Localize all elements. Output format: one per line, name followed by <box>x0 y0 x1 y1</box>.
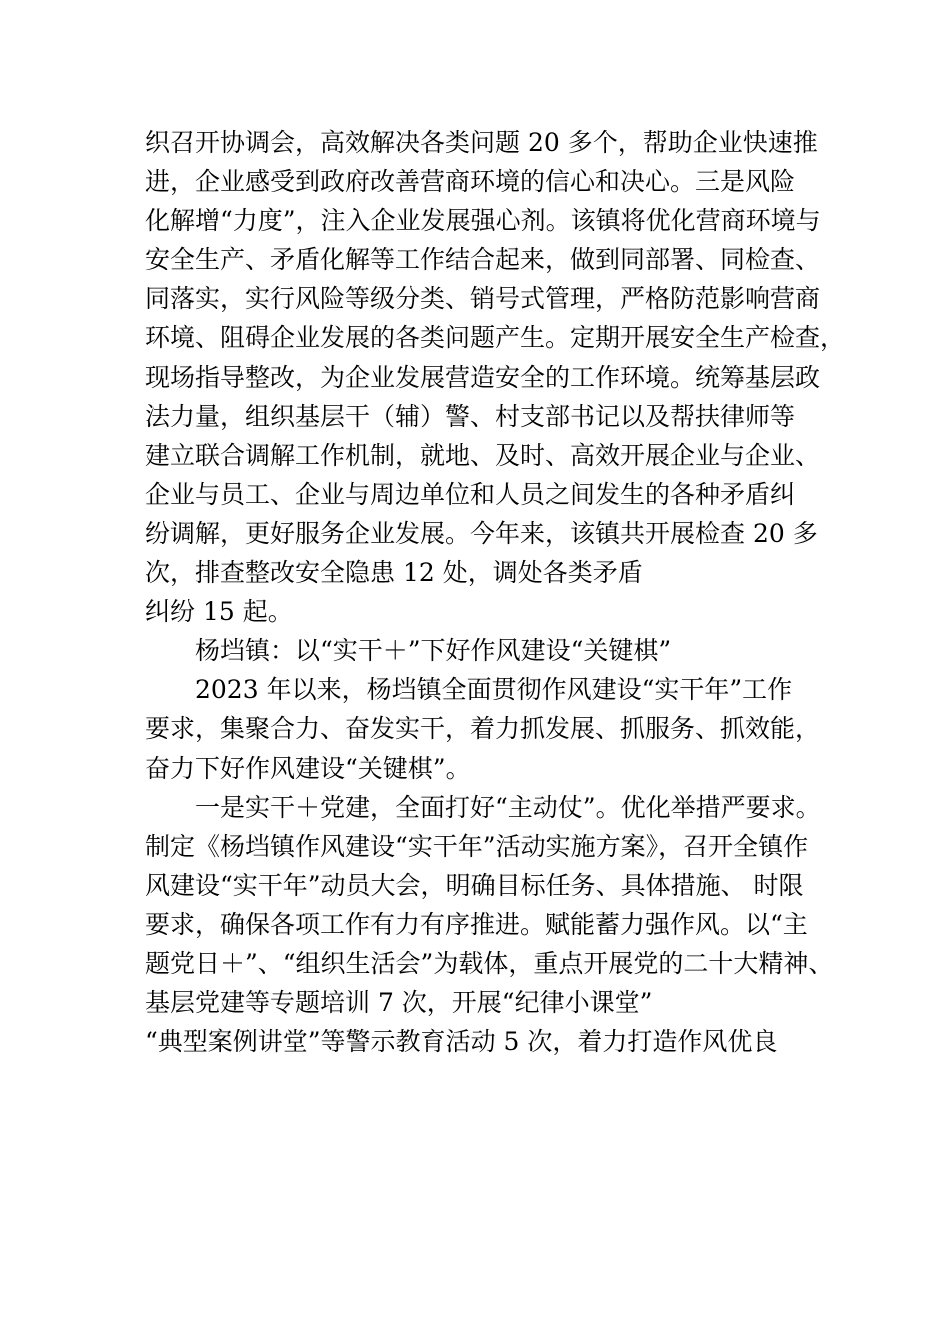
text-line: 奋力下好作风建设“关键棋”。 <box>145 753 471 783</box>
text-line: 化解增“力度”，注入企业发展强心剂。该镇将优化营商环境与 <box>145 206 821 236</box>
text-line: 2023 年以来，杨垱镇全面贯彻作风建设“实干年”工作 <box>195 675 793 705</box>
text-line: 次，排查整改安全隐患 12 处，调处各类矛盾 <box>145 558 643 588</box>
text-line: 基层党建等专题培训 7 次，开展“纪律小课堂” <box>145 988 653 1018</box>
text-line: 题党日＋”、“组织生活会”为载体，重点开展党的二十大精神、 <box>145 948 834 978</box>
text-line: 要求，集聚合力、奋发实干，着力抓发展、抓服务、抓效能， <box>145 714 821 744</box>
text-line: 纷调解，更好服务企业发展。今年来，该镇共开展检查 20 多 <box>145 518 818 548</box>
text-line: 环境、阻碍企业发展的各类问题产生。定期开展安全生产检查， <box>145 323 846 353</box>
text-line: 纠纷 15 起。 <box>145 597 293 627</box>
text-line: 进，企业感受到政府改善营商环境的信心和决心。三是风险 <box>145 167 796 197</box>
text-line: 一是实干＋党建，全面打好“主动仗”。优化举措严要求。 <box>195 792 821 822</box>
text-line: 制定《杨垱镇作风建设“实干年”活动实施方案》，召开全镇作 <box>145 831 809 861</box>
section-heading: 杨垱镇：以“实干＋”下好作风建设“关键棋” <box>195 636 672 666</box>
text-line: 现场指导整改，为企业发展营造安全的工作环境。统筹基层政 <box>145 362 821 392</box>
text-line: 同落实，实行风险等级分类、销号式管理，严格防范影响营商 <box>145 284 821 314</box>
text-line: 安全生产、矛盾化解等工作结合起来，做到同部署、同检查、 <box>145 245 821 275</box>
text-line: 织召开协调会，高效解决各类问题 20 多个，帮助企业快速推 <box>145 128 818 157</box>
text-line: 风建设“实干年”动员大会，明确目标任务、具体措施、 时限 <box>145 870 804 900</box>
text-line: 要求，确保各项工作有力有序推进。赋能蓄力强作风。以“主 <box>145 909 808 939</box>
text-line: 法力量，组织基层干（辅）警、村支部书记以及帮扶律师等 <box>145 401 796 431</box>
body-text <box>145 123 845 1061</box>
text-line: 企业与员工、企业与周边单位和人员之间发生的各种矛盾纠 <box>145 479 796 509</box>
text-line: “典型案例讲堂”等警示教育活动 5 次，着力打造作风优良 <box>145 1027 778 1057</box>
text-line: 建立联合调解工作机制，就地、及时、高效开展企业与企业、 <box>145 440 821 470</box>
